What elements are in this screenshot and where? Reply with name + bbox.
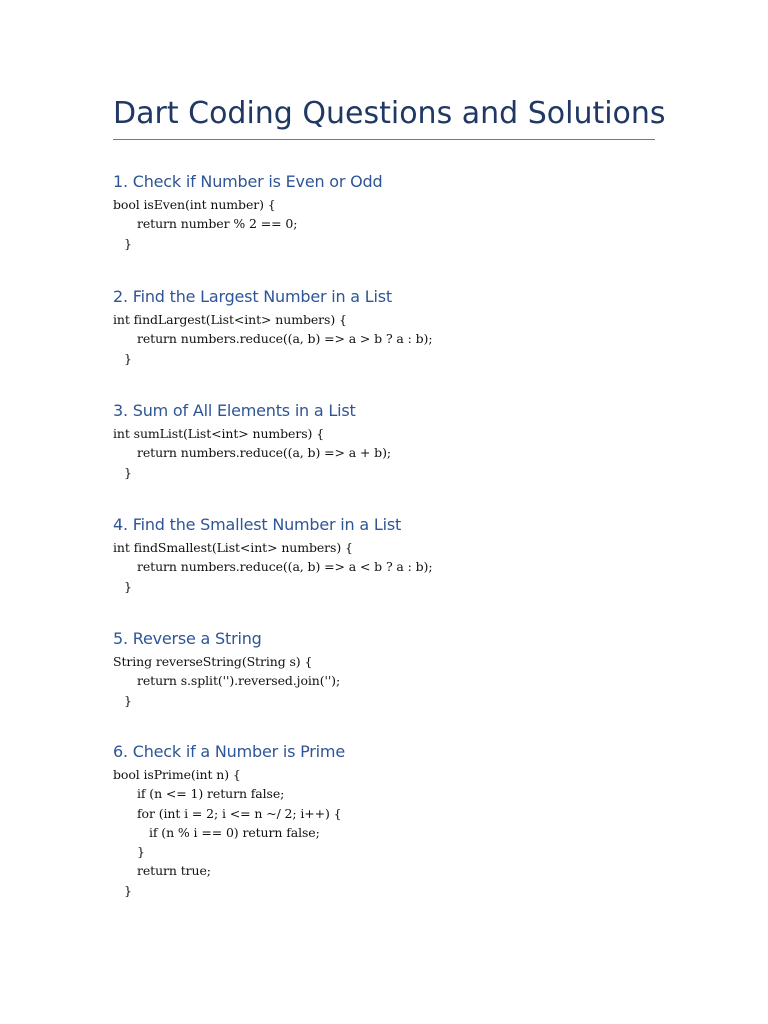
question-heading: 3. Sum of All Elements in a List (113, 401, 356, 420)
code-line: } (124, 882, 132, 898)
code-line: return true; (137, 863, 211, 879)
question-section-2 (113, 287, 673, 368)
code-line: } (124, 578, 132, 594)
code-line: return numbers.reduce((a, b) => a + b); (137, 445, 391, 461)
title-underline (113, 139, 655, 140)
question-section-3 (113, 401, 673, 482)
question-heading: 4. Find the Smallest Number in a List (113, 515, 402, 534)
code-line: } (124, 350, 132, 366)
code-line: } (124, 692, 132, 708)
question-section-4 (113, 515, 673, 596)
code-line: } (124, 464, 132, 480)
question-heading: 6. Check if a Number is Prime (113, 742, 345, 761)
question-heading: 2. Find the Largest Number in a List (113, 287, 392, 306)
code-line: return s.split('').reversed.join(''); (137, 673, 341, 689)
code-line: bool isPrime(int n) { (113, 767, 241, 782)
code-line: bool isEven(int number) { (113, 197, 276, 212)
question-section-5 (113, 629, 673, 710)
code-line: String reverseString(String s) { (113, 654, 313, 669)
code-line: int sumList(List<int> numbers) { (113, 426, 325, 441)
question-section-6 (113, 742, 673, 900)
question-section-1 (113, 172, 673, 253)
code-line: return numbers.reduce((a, b) => a < b ? a : b); (137, 559, 433, 575)
code-line: } (137, 844, 145, 860)
code-line: return number % 2 == 0; (137, 216, 298, 232)
question-heading: 5. Reverse a String (113, 629, 262, 648)
question-heading: 1. Check if Number is Even or Odd (113, 172, 383, 191)
code-line: int findLargest(List<int> numbers) { (113, 312, 347, 327)
document-title: Dart Coding Questions and Solutions (113, 96, 666, 131)
code-line: if (n % i == 0) return false; (149, 824, 320, 840)
code-line: return numbers.reduce((a, b) => a > b ? a : b); (137, 331, 433, 347)
code-line: for (int i = 2; i <= n ~/ 2; i++) { (137, 805, 342, 821)
code-line: if (n <= 1) return false; (137, 786, 285, 802)
code-line: } (124, 235, 132, 251)
code-line: int findSmallest(List<int> numbers) { (113, 540, 353, 555)
